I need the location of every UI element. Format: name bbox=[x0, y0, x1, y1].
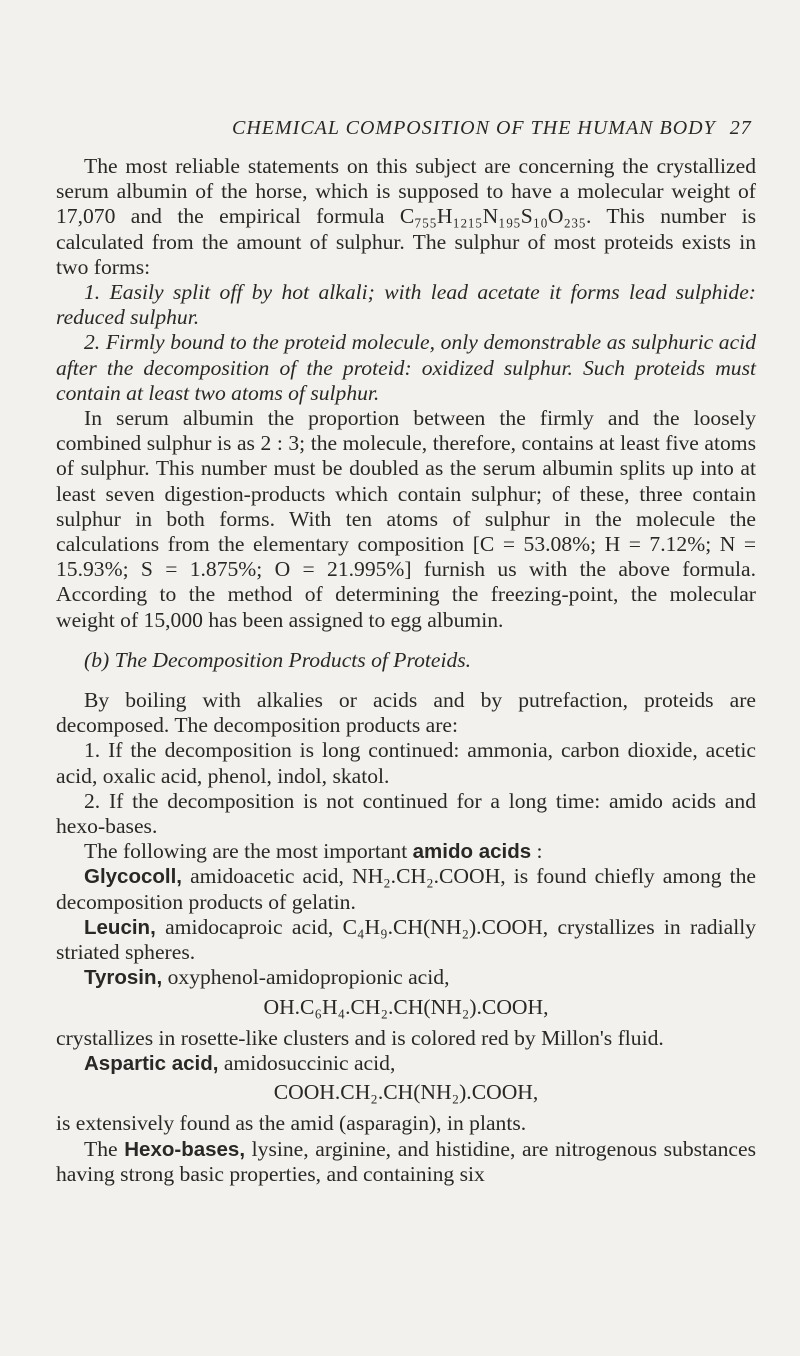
list-item-short-decomposition: 2. If the decomposition is not continued for a long time: amido acids and hexo-bases. bbox=[56, 788, 756, 839]
leucin-text: amidocaproic acid, C₄H₉.CH(NH₂).COOH, crystallizes in radially striated spheres. bbox=[56, 914, 756, 965]
aspartic-term: Aspartic acid, bbox=[84, 1051, 219, 1075]
aspartic-text: amidosuccinic acid, bbox=[218, 1050, 396, 1075]
section-gap bbox=[56, 633, 756, 648]
page-body bbox=[56, 154, 756, 1187]
amido-intro-prefix: The following are the most important bbox=[84, 839, 413, 864]
paragraph-decomposition: By boiling with alkalies or acids and by putrefaction, proteids are decomposed. The decomposition products are: bbox=[56, 688, 756, 738]
glycocoll-term: Glycocoll, bbox=[84, 865, 182, 889]
paragraph-leucin bbox=[56, 915, 756, 965]
page-number: 27 bbox=[729, 117, 752, 139]
list-item-reduced-sulphur: 1. Easily split off by hot alkali; with lead acetate it forms lead sulphide: reduced sulphur. bbox=[56, 280, 756, 330]
paragraph-sulphur-proportion: In serum albumin the proportion between the firmly and the loosely combined sulphur is as 2 : 3; the molecule, therefore, contains at least five atoms of sulphur. This number must be doubled as the serum albumin splits up into at least seven digestion-products which contain sulphur; of these, three contain sulphur in both forms. With ten atoms of sulphur in the molecule the calculations from the elementary composition [C = 53.08%; H = 7.12%; N = 15.93%; S = 1.875%; O = 21.995%] furnish us with the above formula. According to the method of determining the freezing-point, the molecular weight of 15,000 has been assigned to egg albumin. bbox=[56, 406, 756, 632]
section-title: (b) The Decomposition Products of Proteids. bbox=[84, 647, 472, 672]
paragraph-tyrosin bbox=[56, 965, 756, 990]
leucin-term: Leucin, bbox=[84, 915, 156, 939]
paragraph-hexo-bases bbox=[56, 1137, 756, 1187]
running-header bbox=[232, 117, 792, 140]
section-gap bbox=[56, 673, 756, 688]
tyrosin-formula: OH.C₆H₄.CH₂.CH(NH₂).COOH, bbox=[263, 994, 549, 1019]
hexo-text: lysine, arginine, and histidine, are nitrogenous substances having strong basic properties, and containing six bbox=[56, 1136, 756, 1186]
hexo-prefix: The bbox=[84, 1136, 125, 1161]
tyrosin-term: Tyrosin, bbox=[84, 966, 163, 990]
aspartic-formula: COOH.CH₂.CH(NH₂).COOH, bbox=[273, 1080, 539, 1105]
glycocoll-text: amidoacetic acid, NH₂.CH₂.COOH, is found chiefly among the decomposition products of gelatin. bbox=[56, 864, 756, 914]
paragraph-glycocoll bbox=[56, 864, 756, 914]
list-item-oxidized-sulphur: 2. Firmly bound to the proteid molecule, only demonstrable as sulphuric acid after the decomposition of the proteid: oxidized sulphur. Such proteids must contain at least two atoms of sulphur. bbox=[56, 330, 756, 405]
paragraph-serum-albumin: The most reliable statements on this subject are concerning the crystallized serum albumin of the horse, which is supposed to have a molecular weight of 17,070 and the empirical formula C₇₅₅H₁₂₁₅N₁₉₅S₁₀O₂₃₅. This number is calculated from the amount of sulphur. The sulphur of most proteids exists in two forms: bbox=[56, 154, 756, 279]
amido-acids-term: amido acids bbox=[412, 840, 532, 864]
running-title: CHEMICAL COMPOSITION OF THE HUMAN BODY bbox=[232, 117, 716, 139]
hexo-bases-term: Hexo-bases, bbox=[124, 1137, 246, 1161]
paragraph-aspartic-continued: is extensively found as the amid (asparagin), in plants. bbox=[56, 1111, 527, 1136]
paragraph-aspartic-acid bbox=[56, 1051, 756, 1076]
tyrosin-text: oxyphenol-amidopropionic acid, bbox=[162, 965, 450, 990]
paragraph-tyrosin-continued: crystallizes in rosette-like clusters and is colored red by Millon's fluid. bbox=[56, 1025, 664, 1050]
amido-intro-suffix: : bbox=[531, 839, 543, 864]
paragraph-amido-acids-intro bbox=[56, 839, 756, 864]
list-item-long-decomposition: 1. If the decomposition is long continued: ammonia, carbon dioxide, acetic acid, oxalic acid, phenol, indol, skatol. bbox=[56, 738, 756, 788]
